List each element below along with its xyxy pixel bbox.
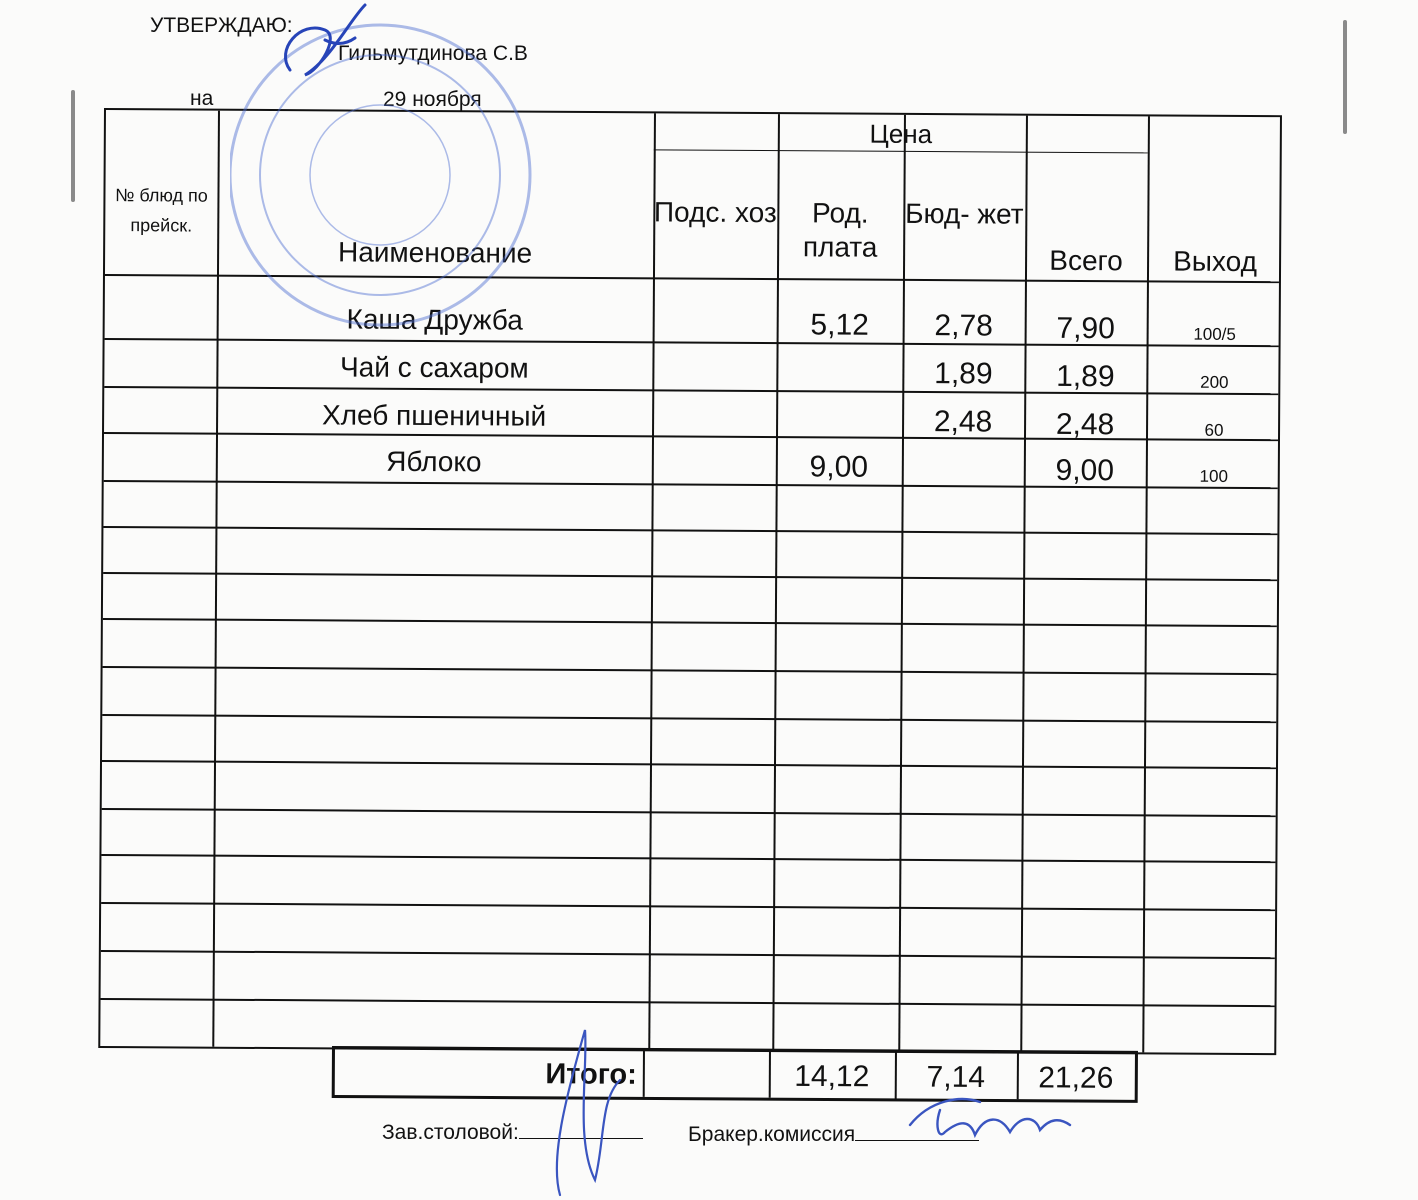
row-total: 1,89	[1056, 359, 1115, 394]
row-podshoz	[653, 307, 777, 308]
row-output: 200	[1200, 372, 1229, 392]
totals-label: Итого:	[545, 1058, 637, 1091]
row-total: 9,00	[1055, 453, 1115, 488]
row-output: 100	[1199, 466, 1229, 486]
row-podshoz	[652, 449, 776, 450]
totals-total: 21,26	[1038, 1061, 1114, 1095]
row-output: 100/5	[1193, 324, 1236, 344]
row-rodplata	[776, 404, 902, 405]
column-header-rodplata: Род. плата	[802, 197, 878, 263]
totals-podshoz	[643, 1059, 769, 1060]
column-header-budget: Бюд- жет	[905, 197, 1024, 230]
column-header-output: Выход	[1173, 245, 1258, 278]
row-output: 60	[1204, 420, 1224, 440]
row-budget: 1,89	[934, 357, 993, 391]
row-podshoz	[652, 355, 776, 356]
totals-rodplata: 14,12	[794, 1059, 870, 1094]
approve-label: УТВЕРЖДАЮ:	[150, 14, 293, 37]
menu-date: 29 ноября	[383, 88, 482, 111]
row-budget: 2,78	[934, 309, 993, 343]
staple-mark-left	[71, 90, 75, 202]
manager-label: Зав.столовой:	[382, 1121, 519, 1144]
commission-label: Бракер.комиссия	[688, 1123, 856, 1146]
column-header-name: Наименование	[337, 236, 533, 269]
row-rodplata: 9,00	[809, 450, 869, 484]
approver-signature	[270, 0, 390, 90]
row-rodplata: 5,12	[810, 308, 869, 342]
row-podshoz	[652, 403, 776, 404]
column-header-price: Цена	[869, 118, 933, 150]
row-name: Хлеб пшеничный	[321, 399, 547, 432]
row-name: Чай с сахаром	[339, 351, 529, 384]
row-budget	[902, 451, 1024, 452]
totals-budget: 7,14	[926, 1060, 986, 1094]
approver-name: Гильмутдинова С.В	[338, 42, 528, 65]
row-budget: 2,48	[933, 405, 993, 439]
row-name: Каша Дружба	[346, 303, 523, 336]
row-total: 7,90	[1056, 311, 1115, 346]
manager-signature	[540, 1010, 630, 1200]
column-header-podshoz: Подс. хоз	[653, 196, 777, 229]
column-header-number: № блюд по прейск.	[115, 185, 208, 236]
commission-signature	[900, 1090, 1080, 1150]
row-rodplata	[776, 356, 902, 357]
column-header-total: Всего	[1049, 244, 1123, 277]
staple-mark-right	[1343, 20, 1347, 134]
row-name: Яблоко	[386, 445, 482, 478]
row-total: 2,48	[1055, 407, 1115, 442]
on-label: на	[190, 87, 214, 110]
